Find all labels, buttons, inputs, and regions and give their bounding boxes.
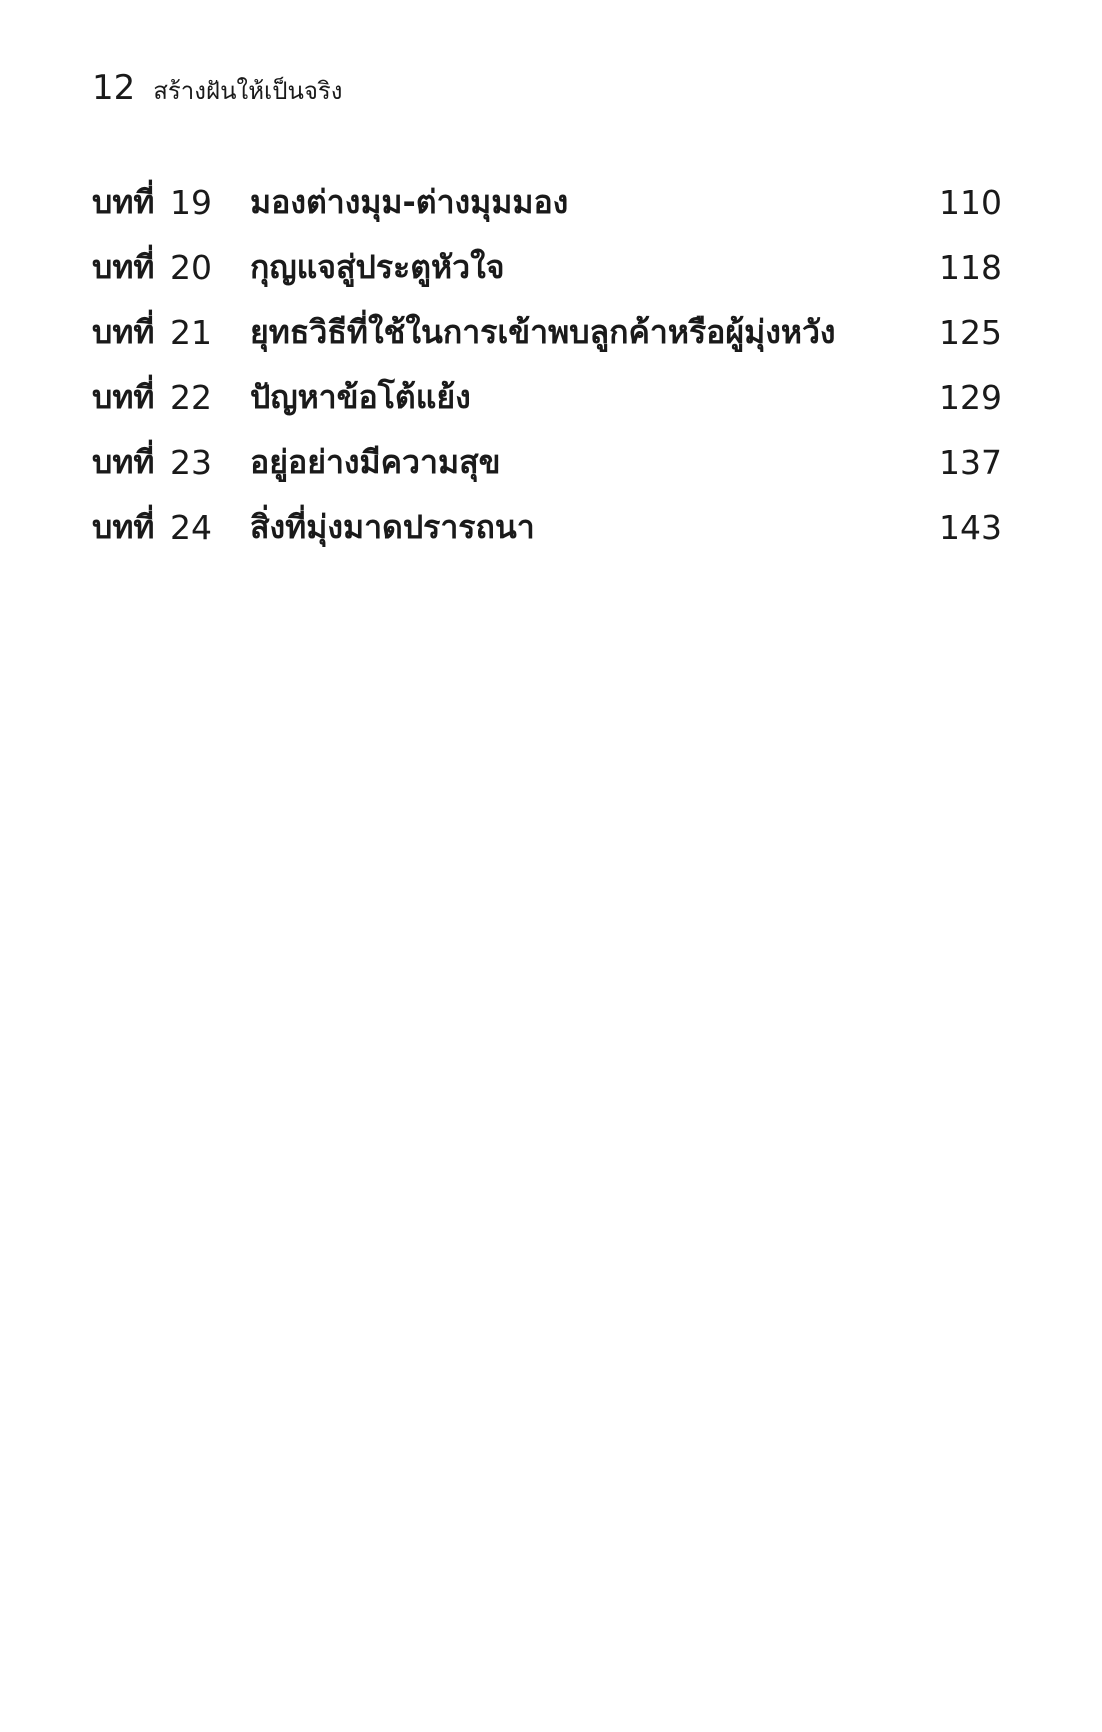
- toc-chapter-word: บทที่: [92, 248, 155, 286]
- toc-chapter-number: 21: [170, 313, 212, 352]
- toc-row: [92, 495, 1002, 560]
- toc-chapter-word: บทที่: [92, 443, 155, 481]
- toc-row: [92, 235, 1002, 300]
- toc-chapter-title: มองต่างมุม-ต่างมุมมอง: [250, 183, 569, 221]
- toc-page-number: 118: [939, 248, 1002, 287]
- toc-chapter-title: กุญแจสู่ประตูหัวใจ: [250, 248, 505, 286]
- toc-chapter-number: 19: [170, 183, 212, 222]
- toc-chapter-title: สิ่งที่มุ่งมาดปรารถนา: [250, 508, 535, 546]
- header-book-title: สร้างฝันให้เป็นจริง: [153, 77, 343, 105]
- toc-page-number: 129: [939, 378, 1002, 417]
- toc-chapter-word: บทที่: [92, 378, 155, 416]
- toc-page-number: 137: [939, 443, 1002, 482]
- toc-chapter-number: 20: [170, 248, 212, 287]
- toc-chapter-title: อยู่อย่างมีความสุข: [250, 443, 501, 481]
- toc-chapter-word: บทที่: [92, 313, 155, 351]
- toc-chapter-title: ปัญหาข้อโต้แย้ง: [250, 378, 471, 416]
- header-page-number: 12: [92, 68, 136, 108]
- toc-chapter-number: 24: [170, 508, 212, 547]
- toc-page-number: 110: [939, 183, 1002, 222]
- toc-row: [92, 300, 1002, 365]
- toc-row: [92, 430, 1002, 495]
- toc-row: [92, 170, 1002, 235]
- running-header: [92, 68, 343, 110]
- toc-page-number: 125: [939, 313, 1002, 352]
- table-of-contents: [92, 170, 1002, 560]
- toc-page-number: 143: [939, 508, 1002, 547]
- toc-chapter-word: บทที่: [92, 183, 155, 221]
- toc-row: [92, 365, 1002, 430]
- toc-chapter-number: 22: [170, 378, 212, 417]
- toc-chapter-word: บทที่: [92, 508, 155, 546]
- toc-chapter-title: ยุทธวิธีที่ใช้ในการเข้าพบลูกค้าหรือผู้มุ่งหวัง: [250, 313, 836, 351]
- toc-chapter-number: 23: [170, 443, 212, 482]
